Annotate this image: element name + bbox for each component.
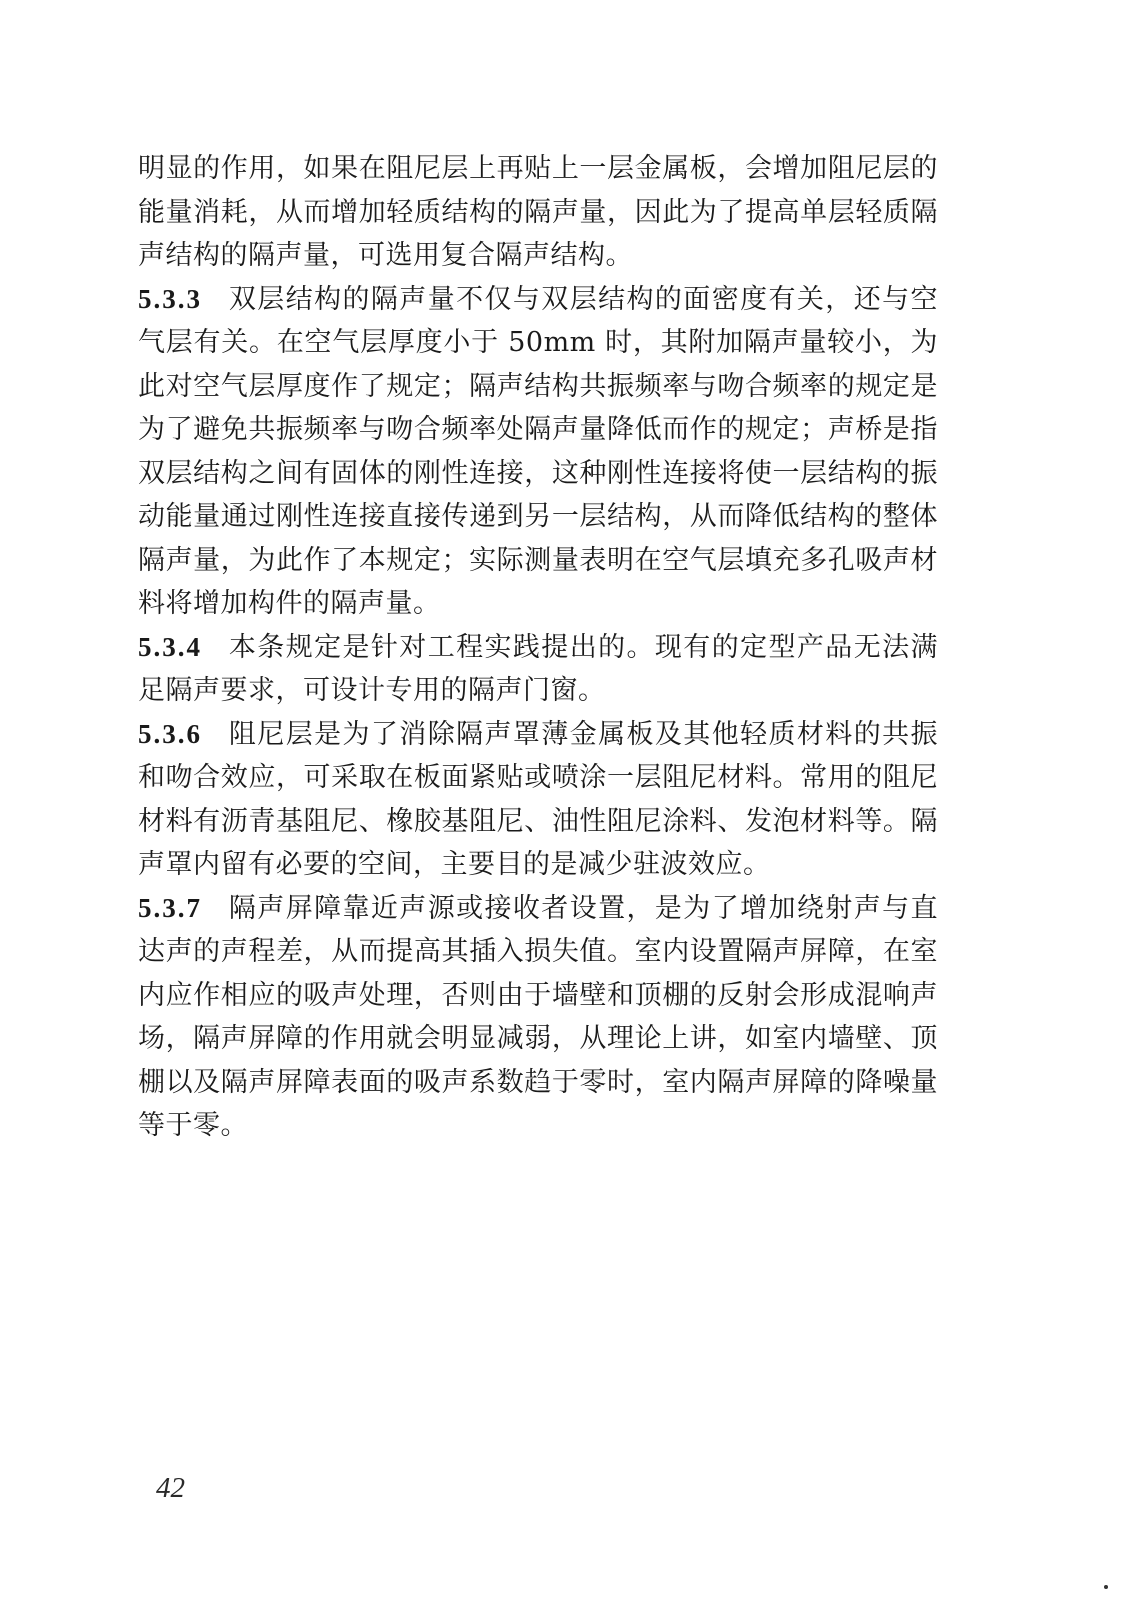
clause-number: 5.3.3 (138, 283, 202, 314)
clause-5-3-7 (138, 887, 938, 1148)
body-text (138, 147, 938, 1148)
clause-5-3-4 (138, 626, 938, 713)
clause-text: 隔声屏障靠近声源或接收者设置，是为了增加绕射声与直达声的声程差，从而提高其插入损失值。室内设置隔声屏障，在室内应作相应的吸声处理，否则由于墙壁和顶棚的反射会形成混响声场，隔声屏障的作用就会明显减弱，从理论上讲，如室内墙壁、顶棚以及隔声屏障表面的吸声系数趋于零时，室内隔声屏障的降噪量等于零。 (138, 892, 938, 1141)
paragraph-text: 明显的作用，如果在阻尼层上再贴上一层金属板，会增加阻尼层的能量消耗，从而增加轻质结构的隔声量，因此为了提高单层轻质隔声结构的隔声量，可选用复合隔声结构。 (138, 153, 938, 271)
clause-5-3-3 (138, 278, 938, 626)
clause-5-3-6 (138, 713, 938, 887)
clause-text: 双层结构的隔声量不仅与双层结构的面密度有关，还与空气层有关。在空气层厚度小于 50mm 时，其附加隔声量较小，为此对空气层厚度作了规定；隔声结构共振频率与吻合频率的规定是为了避免共振频率与吻合频率处隔声量降低而作的规定；声桥是指双层结构之间有固体的刚性连接，这种刚性连接将使一层结构的振动能量通过刚性连接直接传递到另一层结构，从而降低结构的整体隔声量，为此作了本规定；实际测量表明在空气层填充多孔吸声材料将增加构件的隔声量。 (138, 283, 938, 619)
page-number: 42 (156, 1472, 185, 1504)
paragraph-continuation (138, 147, 938, 278)
clause-number: 5.3.6 (138, 718, 202, 749)
scan-mark (1104, 1585, 1108, 1589)
clause-number: 5.3.7 (138, 892, 202, 923)
clause-text: 本条规定是针对工程实践提出的。现有的定型产品无法满足隔声要求，可设计专用的隔声门窗。 (138, 631, 938, 706)
clause-text: 阻尼层是为了消除隔声罩薄金属板及其他轻质材料的共振和吻合效应，可采取在板面紧贴或喷涂一层阻尼材料。常用的阻尼材料有沥青基阻尼、橡胶基阻尼、油性阻尼涂料、发泡材料等。隔声罩内留有必要的空间，主要目的是减少驻波效应。 (138, 718, 938, 880)
clause-number: 5.3.4 (138, 631, 202, 662)
